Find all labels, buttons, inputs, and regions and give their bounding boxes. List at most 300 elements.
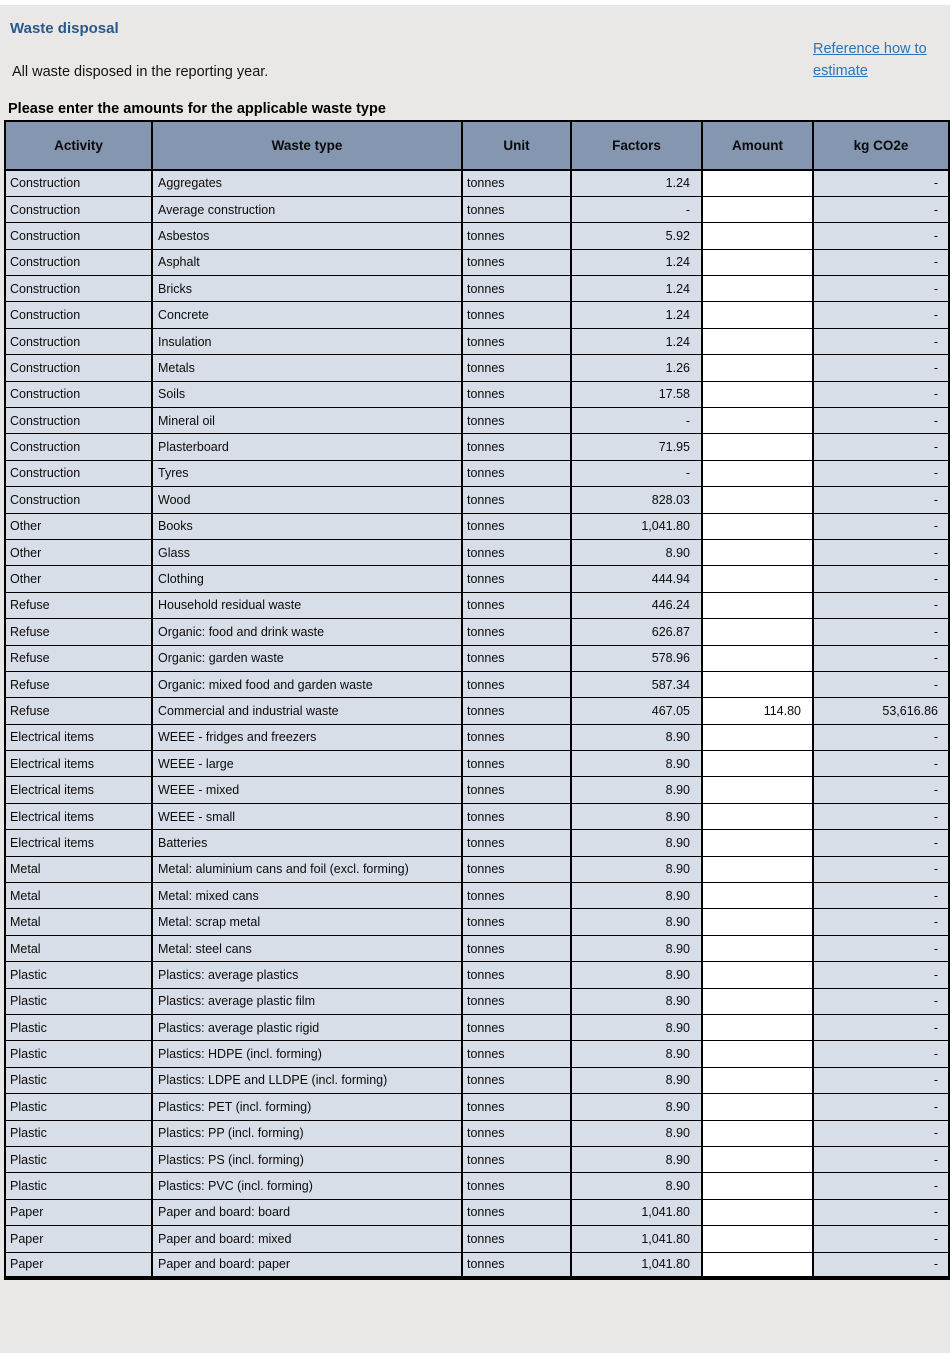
cell-kg-co2e: -	[813, 513, 949, 539]
table-row	[5, 1226, 949, 1252]
cell-unit: tonnes	[462, 328, 571, 354]
cell-amount[interactable]	[702, 988, 813, 1014]
cell-factors: 8.90	[571, 962, 702, 988]
cell-kg-co2e: -	[813, 751, 949, 777]
cell-factors: -	[571, 408, 702, 434]
cell-waste-type: Plastics: average plastics	[152, 962, 462, 988]
cell-waste-type: Metal: steel cans	[152, 935, 462, 961]
table-row	[5, 856, 949, 882]
cell-kg-co2e: -	[813, 1173, 949, 1199]
cell-amount[interactable]	[702, 777, 813, 803]
cell-factors: 587.34	[571, 671, 702, 697]
table-row	[5, 566, 949, 592]
table-row	[5, 988, 949, 1014]
cell-unit: tonnes	[462, 724, 571, 750]
cell-factors: -	[571, 196, 702, 222]
cell-factors: 446.24	[571, 592, 702, 618]
cell-kg-co2e: -	[813, 408, 949, 434]
cell-amount[interactable]	[702, 460, 813, 486]
cell-amount[interactable]	[702, 1094, 813, 1120]
cell-kg-co2e: -	[813, 223, 949, 249]
cell-amount[interactable]	[702, 935, 813, 961]
cell-unit: tonnes	[462, 170, 571, 196]
cell-activity: Metal	[5, 883, 152, 909]
cell-kg-co2e: -	[813, 777, 949, 803]
cell-amount[interactable]	[702, 1252, 813, 1278]
cell-waste-type: Aggregates	[152, 170, 462, 196]
cell-unit: tonnes	[462, 434, 571, 460]
cell-unit: tonnes	[462, 1041, 571, 1067]
cell-unit: tonnes	[462, 539, 571, 565]
cell-waste-type: Plastics: LDPE and LLDPE (incl. forming)	[152, 1067, 462, 1093]
cell-amount[interactable]	[702, 962, 813, 988]
cell-unit: tonnes	[462, 751, 571, 777]
cell-activity: Plastic	[5, 1146, 152, 1172]
page-title: Waste disposal	[10, 20, 119, 37]
cell-amount[interactable]	[702, 619, 813, 645]
cell-amount[interactable]	[702, 909, 813, 935]
cell-amount[interactable]	[702, 249, 813, 275]
table-row	[5, 724, 949, 750]
table-row	[5, 328, 949, 354]
cell-waste-type: Organic: mixed food and garden waste	[152, 671, 462, 697]
cell-amount[interactable]	[702, 1015, 813, 1041]
cell-amount[interactable]	[702, 328, 813, 354]
cell-unit: tonnes	[462, 883, 571, 909]
cell-waste-type: Plastics: average plastic film	[152, 988, 462, 1014]
cell-activity: Refuse	[5, 671, 152, 697]
cell-amount[interactable]	[702, 1146, 813, 1172]
cell-amount[interactable]	[702, 196, 813, 222]
cell-activity: Electrical items	[5, 751, 152, 777]
cell-waste-type: Organic: food and drink waste	[152, 619, 462, 645]
cell-amount[interactable]	[702, 1120, 813, 1146]
cell-unit: tonnes	[462, 1015, 571, 1041]
cell-kg-co2e: -	[813, 566, 949, 592]
cell-activity: Construction	[5, 408, 152, 434]
cell-waste-type: WEEE - fridges and freezers	[152, 724, 462, 750]
table-row	[5, 803, 949, 829]
cell-waste-type: Plastics: PET (incl. forming)	[152, 1094, 462, 1120]
cell-amount[interactable]	[702, 539, 813, 565]
cell-factors: 8.90	[571, 1094, 702, 1120]
cell-activity: Electrical items	[5, 777, 152, 803]
cell-kg-co2e: -	[813, 988, 949, 1014]
cell-unit: tonnes	[462, 276, 571, 302]
cell-activity: Construction	[5, 355, 152, 381]
table-row	[5, 830, 949, 856]
page-description: All waste disposed in the reporting year.	[12, 64, 269, 80]
cell-kg-co2e: -	[813, 539, 949, 565]
cell-factors: 1,041.80	[571, 1252, 702, 1278]
cell-waste-type: Metals	[152, 355, 462, 381]
cell-factors: 8.90	[571, 724, 702, 750]
cell-amount[interactable]	[702, 513, 813, 539]
table-row	[5, 249, 949, 275]
cell-amount[interactable]	[702, 645, 813, 671]
cell-factors: 444.94	[571, 566, 702, 592]
cell-factors: 8.90	[571, 935, 702, 961]
cell-kg-co2e: -	[813, 276, 949, 302]
cell-activity: Other	[5, 513, 152, 539]
cell-waste-type: Household residual waste	[152, 592, 462, 618]
cell-amount[interactable]	[702, 671, 813, 697]
cell-waste-type: Plastics: average plastic rigid	[152, 1015, 462, 1041]
table-row	[5, 935, 949, 961]
cell-waste-type: Metal: mixed cans	[152, 883, 462, 909]
cell-kg-co2e: -	[813, 883, 949, 909]
cell-kg-co2e: -	[813, 1120, 949, 1146]
cell-waste-type: Metal: aluminium cans and foil (excl. forming)	[152, 856, 462, 882]
cell-unit: tonnes	[462, 1173, 571, 1199]
cell-factors: 578.96	[571, 645, 702, 671]
cell-unit: tonnes	[462, 645, 571, 671]
cell-activity: Plastic	[5, 1094, 152, 1120]
cell-kg-co2e: -	[813, 909, 949, 935]
column-header-amount: Amount	[702, 121, 813, 170]
cell-activity: Electrical items	[5, 830, 152, 856]
cell-kg-co2e: -	[813, 724, 949, 750]
cell-factors: 1.24	[571, 276, 702, 302]
cell-unit: tonnes	[462, 988, 571, 1014]
cell-activity: Construction	[5, 487, 152, 513]
cell-factors: 8.90	[571, 777, 702, 803]
cell-kg-co2e: 53,616.86	[813, 698, 949, 724]
cell-activity: Metal	[5, 856, 152, 882]
cell-unit: tonnes	[462, 381, 571, 407]
table-row	[5, 408, 949, 434]
cell-waste-type: Batteries	[152, 830, 462, 856]
cell-kg-co2e: -	[813, 487, 949, 513]
cell-activity: Plastic	[5, 988, 152, 1014]
cell-amount[interactable]	[702, 355, 813, 381]
cell-amount[interactable]	[702, 170, 813, 196]
cell-activity: Electrical items	[5, 803, 152, 829]
cell-amount[interactable]	[702, 381, 813, 407]
table-row	[5, 619, 949, 645]
cell-factors: 17.58	[571, 381, 702, 407]
cell-kg-co2e: -	[813, 830, 949, 856]
cell-activity: Other	[5, 566, 152, 592]
cell-unit: tonnes	[462, 513, 571, 539]
cell-unit: tonnes	[462, 592, 571, 618]
cell-activity: Plastic	[5, 1120, 152, 1146]
cell-factors: 1.24	[571, 328, 702, 354]
cell-unit: tonnes	[462, 487, 571, 513]
table-row	[5, 1252, 949, 1278]
cell-kg-co2e: -	[813, 196, 949, 222]
cell-activity: Plastic	[5, 962, 152, 988]
cell-kg-co2e: -	[813, 935, 949, 961]
cell-factors: 8.90	[571, 751, 702, 777]
cell-factors: 1.24	[571, 249, 702, 275]
cell-kg-co2e: -	[813, 355, 949, 381]
cell-amount[interactable]	[702, 1041, 813, 1067]
cell-amount[interactable]	[702, 803, 813, 829]
cell-factors: 8.90	[571, 856, 702, 882]
cell-factors: 1.24	[571, 302, 702, 328]
waste-table-body	[5, 170, 949, 1278]
cell-unit: tonnes	[462, 196, 571, 222]
cell-unit: tonnes	[462, 408, 571, 434]
cell-kg-co2e: -	[813, 328, 949, 354]
cell-kg-co2e: -	[813, 592, 949, 618]
cell-kg-co2e: -	[813, 619, 949, 645]
cell-factors: 8.90	[571, 883, 702, 909]
cell-factors: 1,041.80	[571, 1199, 702, 1225]
cell-waste-type: Books	[152, 513, 462, 539]
cell-unit: tonnes	[462, 671, 571, 697]
cell-unit: tonnes	[462, 460, 571, 486]
cell-waste-type: Insulation	[152, 328, 462, 354]
cell-amount[interactable]	[702, 1226, 813, 1252]
table-row	[5, 381, 949, 407]
cell-amount[interactable]	[702, 883, 813, 909]
cell-activity: Refuse	[5, 619, 152, 645]
cell-amount[interactable]	[702, 487, 813, 513]
cell-activity: Construction	[5, 196, 152, 222]
cell-activity: Construction	[5, 276, 152, 302]
cell-factors: 626.87	[571, 619, 702, 645]
cell-amount[interactable]	[702, 592, 813, 618]
table-row	[5, 1120, 949, 1146]
cell-waste-type: Clothing	[152, 566, 462, 592]
cell-kg-co2e: -	[813, 302, 949, 328]
column-header-unit: Unit	[462, 121, 571, 170]
cell-activity: Construction	[5, 249, 152, 275]
cell-unit: tonnes	[462, 566, 571, 592]
cell-factors: 467.05	[571, 698, 702, 724]
cell-waste-type: Mineral oil	[152, 408, 462, 434]
cell-waste-type: Bricks	[152, 276, 462, 302]
waste-disposal-table	[4, 120, 950, 1280]
cell-activity: Refuse	[5, 645, 152, 671]
table-row	[5, 170, 949, 196]
cell-kg-co2e: -	[813, 249, 949, 275]
column-header-waste-type: Waste type	[152, 121, 462, 170]
cell-kg-co2e: -	[813, 170, 949, 196]
cell-waste-type: Plasterboard	[152, 434, 462, 460]
cell-unit: tonnes	[462, 1226, 571, 1252]
cell-factors: 8.90	[571, 830, 702, 856]
cell-unit: tonnes	[462, 935, 571, 961]
cell-amount[interactable]	[702, 751, 813, 777]
cell-factors: 8.90	[571, 988, 702, 1014]
table-row	[5, 962, 949, 988]
cell-waste-type: Glass	[152, 539, 462, 565]
cell-waste-type: Plastics: HDPE (incl. forming)	[152, 1041, 462, 1067]
cell-waste-type: Asphalt	[152, 249, 462, 275]
cell-factors: 8.90	[571, 1146, 702, 1172]
cell-factors: 8.90	[571, 1173, 702, 1199]
table-row	[5, 1094, 949, 1120]
cell-waste-type: Wood	[152, 487, 462, 513]
table-row	[5, 1041, 949, 1067]
cell-activity: Construction	[5, 460, 152, 486]
cell-factors: 8.90	[571, 1041, 702, 1067]
cell-waste-type: WEEE - mixed	[152, 777, 462, 803]
cell-activity: Paper	[5, 1199, 152, 1225]
cell-activity: Electrical items	[5, 724, 152, 750]
cell-kg-co2e: -	[813, 1146, 949, 1172]
cell-amount[interactable]	[702, 223, 813, 249]
cell-kg-co2e: -	[813, 1252, 949, 1278]
cell-waste-type: Paper and board: mixed	[152, 1226, 462, 1252]
cell-waste-type: Plastics: PP (incl. forming)	[152, 1120, 462, 1146]
cell-kg-co2e: -	[813, 645, 949, 671]
cell-activity: Plastic	[5, 1015, 152, 1041]
cell-factors: 8.90	[571, 1120, 702, 1146]
table-header	[5, 121, 949, 170]
cell-activity: Construction	[5, 434, 152, 460]
cell-amount[interactable]: 114.80	[702, 698, 813, 724]
table-row	[5, 302, 949, 328]
column-header-activity: Activity	[5, 121, 152, 170]
enter-amounts-prompt: Please enter the amounts for the applicable waste type	[8, 101, 386, 117]
cell-unit: tonnes	[462, 1199, 571, 1225]
cell-amount[interactable]	[702, 856, 813, 882]
cell-activity: Construction	[5, 328, 152, 354]
cell-activity: Plastic	[5, 1041, 152, 1067]
cell-factors: 1.24	[571, 170, 702, 196]
cell-waste-type: Asbestos	[152, 223, 462, 249]
cell-kg-co2e: -	[813, 434, 949, 460]
cell-waste-type: Soils	[152, 381, 462, 407]
cell-unit: tonnes	[462, 1146, 571, 1172]
cell-amount[interactable]	[702, 566, 813, 592]
table-row	[5, 883, 949, 909]
column-header-factors: Factors	[571, 121, 702, 170]
table-header-row	[5, 121, 949, 170]
cell-waste-type: Plastics: PVC (incl. forming)	[152, 1173, 462, 1199]
cell-factors: 5.92	[571, 223, 702, 249]
cell-kg-co2e: -	[813, 962, 949, 988]
table-row	[5, 460, 949, 486]
cell-amount[interactable]	[702, 302, 813, 328]
cell-kg-co2e: -	[813, 381, 949, 407]
cell-amount[interactable]	[702, 276, 813, 302]
cell-unit: tonnes	[462, 830, 571, 856]
cell-activity: Construction	[5, 381, 152, 407]
cell-kg-co2e: -	[813, 671, 949, 697]
cell-waste-type: Organic: garden waste	[152, 645, 462, 671]
cell-factors: 1,041.80	[571, 513, 702, 539]
reference-how-to-estimate-link[interactable]: Reference how to estimate	[813, 41, 927, 80]
table-row	[5, 513, 949, 539]
cell-activity: Paper	[5, 1252, 152, 1278]
table-row	[5, 751, 949, 777]
cell-activity: Construction	[5, 170, 152, 196]
cell-unit: tonnes	[462, 856, 571, 882]
cell-activity: Plastic	[5, 1173, 152, 1199]
cell-unit: tonnes	[462, 1252, 571, 1278]
cell-unit: tonnes	[462, 1094, 571, 1120]
cell-factors: 1.26	[571, 355, 702, 381]
table-row	[5, 1173, 949, 1199]
cell-activity: Metal	[5, 909, 152, 935]
cell-amount[interactable]	[702, 1199, 813, 1225]
cell-kg-co2e: -	[813, 1067, 949, 1093]
cell-amount[interactable]	[702, 1067, 813, 1093]
table-row	[5, 1146, 949, 1172]
cell-amount[interactable]	[702, 408, 813, 434]
cell-unit: tonnes	[462, 698, 571, 724]
cell-kg-co2e: -	[813, 1041, 949, 1067]
table-row	[5, 645, 949, 671]
cell-unit: tonnes	[462, 249, 571, 275]
cell-activity: Other	[5, 539, 152, 565]
cell-factors: -	[571, 460, 702, 486]
table-row	[5, 1067, 949, 1093]
table-row	[5, 434, 949, 460]
cell-unit: tonnes	[462, 355, 571, 381]
cell-amount[interactable]	[702, 1173, 813, 1199]
table-row	[5, 698, 949, 724]
cell-kg-co2e: -	[813, 1226, 949, 1252]
cell-activity: Metal	[5, 935, 152, 961]
cell-kg-co2e: -	[813, 803, 949, 829]
cell-unit: tonnes	[462, 619, 571, 645]
table-row	[5, 276, 949, 302]
cell-activity: Construction	[5, 223, 152, 249]
cell-waste-type: WEEE - small	[152, 803, 462, 829]
cell-unit: tonnes	[462, 777, 571, 803]
cell-activity: Refuse	[5, 698, 152, 724]
cell-activity: Plastic	[5, 1067, 152, 1093]
cell-kg-co2e: -	[813, 1094, 949, 1120]
table-row	[5, 539, 949, 565]
cell-waste-type: Tyres	[152, 460, 462, 486]
cell-factors: 8.90	[571, 1015, 702, 1041]
table-row	[5, 196, 949, 222]
cell-kg-co2e: -	[813, 460, 949, 486]
cell-waste-type: WEEE - large	[152, 751, 462, 777]
cell-factors: 828.03	[571, 487, 702, 513]
cell-unit: tonnes	[462, 1067, 571, 1093]
cell-unit: tonnes	[462, 302, 571, 328]
cell-activity: Construction	[5, 302, 152, 328]
cell-waste-type: Commercial and industrial waste	[152, 698, 462, 724]
cell-unit: tonnes	[462, 803, 571, 829]
cell-factors: 8.90	[571, 803, 702, 829]
cell-waste-type: Average construction	[152, 196, 462, 222]
cell-factors: 1,041.80	[571, 1226, 702, 1252]
table-row	[5, 355, 949, 381]
cell-kg-co2e: -	[813, 1015, 949, 1041]
table-row	[5, 592, 949, 618]
cell-factors: 8.90	[571, 539, 702, 565]
cell-waste-type: Plastics: PS (incl. forming)	[152, 1146, 462, 1172]
cell-activity: Refuse	[5, 592, 152, 618]
cell-unit: tonnes	[462, 909, 571, 935]
cell-unit: tonnes	[462, 962, 571, 988]
table-row	[5, 671, 949, 697]
cell-waste-type: Paper and board: paper	[152, 1252, 462, 1278]
cell-amount[interactable]	[702, 724, 813, 750]
table-row	[5, 777, 949, 803]
cell-amount[interactable]	[702, 434, 813, 460]
cell-kg-co2e: -	[813, 856, 949, 882]
table-row	[5, 1199, 949, 1225]
cell-waste-type: Paper and board: board	[152, 1199, 462, 1225]
cell-amount[interactable]	[702, 830, 813, 856]
cell-waste-type: Metal: scrap metal	[152, 909, 462, 935]
cell-unit: tonnes	[462, 1120, 571, 1146]
cell-unit: tonnes	[462, 223, 571, 249]
table-row	[5, 909, 949, 935]
cell-factors: 8.90	[571, 909, 702, 935]
table-row	[5, 1015, 949, 1041]
